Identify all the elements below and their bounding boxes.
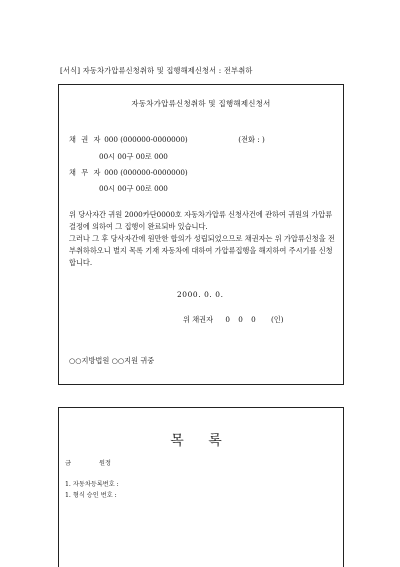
- creditor-role: 채 권 자: [69, 135, 102, 144]
- debtor-line: [69, 168, 188, 178]
- body-text: [69, 209, 339, 269]
- list-item: 1. 자동차등록번호 :: [65, 481, 119, 488]
- creditor-phone: (전화 : ): [238, 135, 265, 144]
- creditor-address: 00시 00구 00로 000: [99, 152, 168, 161]
- list-item: 1. 형식 승인 번호 :: [65, 492, 117, 499]
- debtor-name: 000 (000000-0000000): [104, 168, 188, 177]
- document-title: 자동차가압류신청취하 및 집행해제신청서: [131, 99, 271, 108]
- signer-name: 0 0 0: [225, 315, 259, 324]
- seal-mark: (인): [270, 315, 284, 324]
- debtor-role: 채 무 자: [69, 168, 102, 177]
- signer-label: 위 채권자: [183, 315, 214, 324]
- list-title: 목 록: [170, 433, 232, 449]
- creditor-line: [69, 135, 265, 145]
- paragraph-request: 그러나 그 후 당사자간에 원만한 합의가 성립되었으므로 채권자는 위 가압류신청을 전부취하하오니 별지 목록 기재 자동차에 대하여 가압류집행을 해지하여 주시기를 신청합니다.: [69, 234, 335, 267]
- filing-date: 2000. 0. 0.: [177, 290, 224, 299]
- debtor-address: 00시 00구 00로 000: [99, 184, 168, 193]
- property-list: [58, 407, 344, 567]
- signature-line: [183, 315, 284, 325]
- form-heading: [서식] 자동차가압류신청취하 및 집행해제신청서 : 전부취하: [60, 66, 253, 75]
- creditor-name: 000 (000000-0000000): [104, 135, 188, 144]
- amount-prefix: 금: [65, 460, 71, 467]
- paragraph-case: 위 당사자간 귀원 2000카단0000호 자동차가압류 신청사건에 관하여 귀원의 가압류결정에 의하여 그 집행이 완료되바 있습니다.: [69, 210, 333, 231]
- application-form: [58, 84, 344, 385]
- amount-suffix: 원정: [98, 460, 111, 467]
- court-addressee: ○○지방법원 ○○지원 귀중: [69, 356, 155, 365]
- amount-line: [65, 458, 111, 467]
